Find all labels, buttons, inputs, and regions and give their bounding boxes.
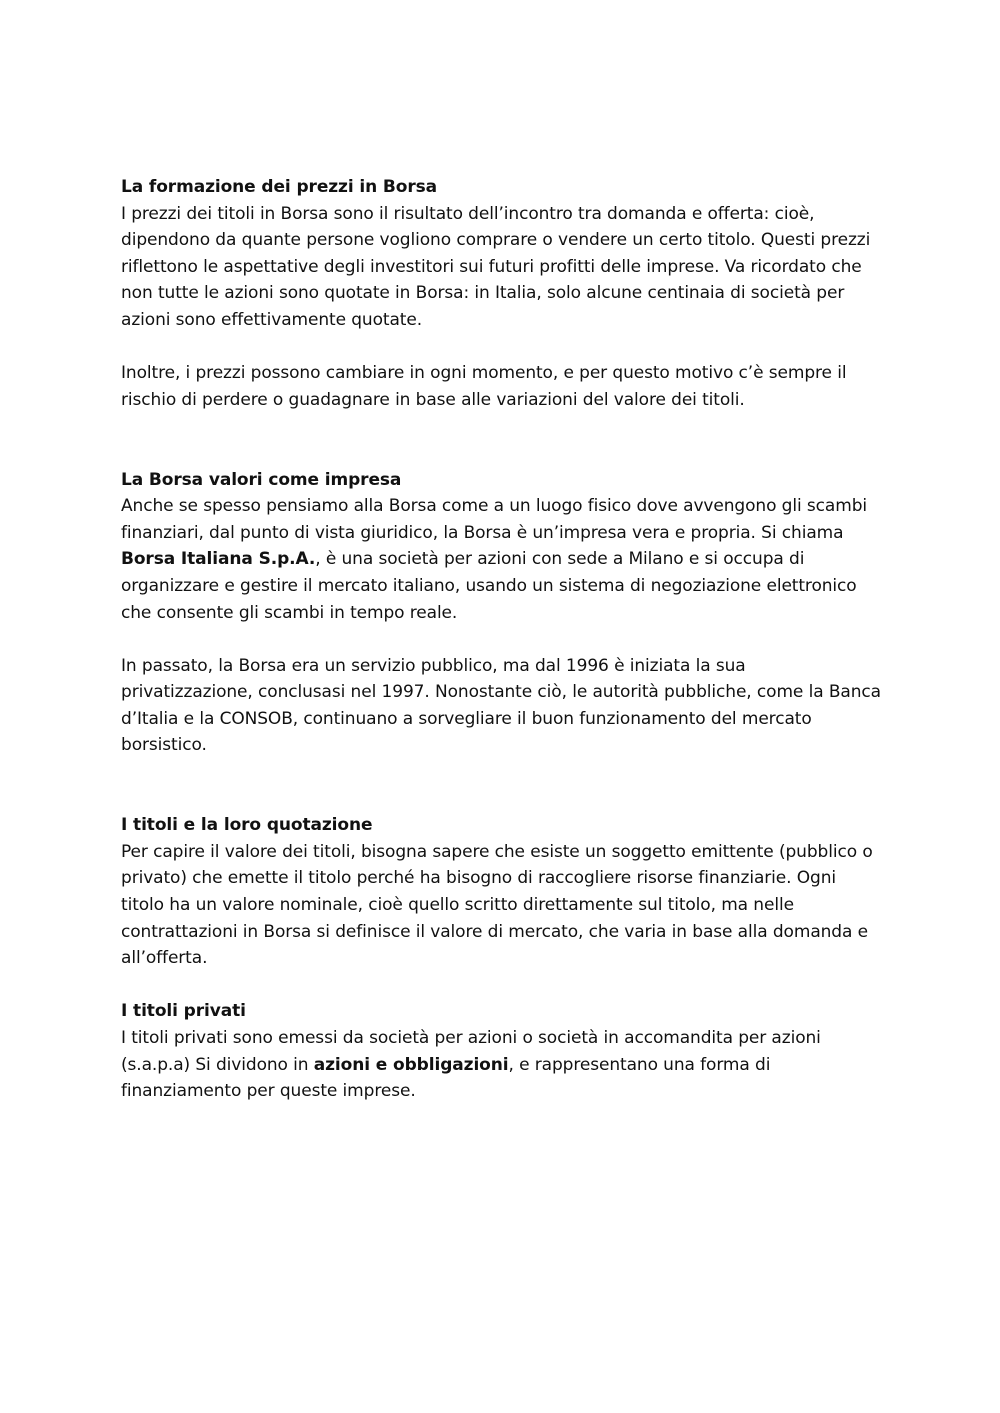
bold-text: azioni e obbligazioni — [313, 1054, 509, 1075]
section-heading: La formazione dei prezzi in Borsa — [121, 177, 438, 197]
section-heading: La Borsa valori come impresa — [121, 469, 402, 490]
paragraph: Per capire il valore dei titoli, bisogna sapere che esiste un soggetto emittente (pubblico o privato) che emette il titolo perché ha bisogno di raccogliere risorse finanziarie. Ogni titolo ha un valore nominale, cioè quello scritto direttamente sul titolo, ma nelle contrattazioni in Borsa si definisce il valore di mercato, che varia in base alla domanda e all’offerta. — [121, 841, 873, 969]
bold-text: Borsa Italiana S.p.A. — [121, 549, 316, 570]
paragraph-text: , e rappresentano una forma di finanziamento per queste imprese. — [121, 1054, 771, 1102]
paragraph-spacer — [121, 334, 881, 361]
section-heading: I titoli e la loro quotazione — [121, 815, 373, 836]
paragraph-text: , è una società per azioni con sede a Milano e si occupa di organizzare e gestire il mercato italiano, usando un sistema di negoziazione elettronico che consente gli scambi in tempo reale. — [121, 549, 857, 623]
section-borsa-impresa — [121, 467, 881, 760]
section-heading: I titoli privati — [121, 1001, 246, 1022]
paragraph-text: I titoli privati sono emessi da società per azioni o società in accomandita per azioni (s.a.p.a) Si dividono in — [121, 1028, 821, 1075]
section-formazione-prezzi — [121, 174, 881, 413]
paragraph: In passato, la Borsa era un servizio pubblico, ma dal 1996 è iniziata la sua privatizzazione, conclusasi nel 1997. Nonostante ciò, le autorità pubbliche, come la Banca d’Italia e la CONSOB, continuano a sorvegliare il buon funzionamento del mercato borsistico. — [121, 655, 881, 756]
section-spacer — [121, 413, 881, 466]
paragraph — [121, 493, 881, 626]
section-titoli-privati — [121, 998, 881, 1104]
paragraph: I prezzi dei titoli in Borsa sono il risultato dell’incontro tra domanda e offerta: cioè, dipendono da quante persone vogliono comprare o vendere un certo titolo. Questi prezzi riflettono le aspettative degli investitori sui futuri profitti delle imprese. Va ricordato che non tutte le azioni sono quotate in Borsa: in Italia, solo alcune centinaia di società per azioni sono effettivamente quotate. — [121, 203, 871, 330]
section-spacer — [121, 759, 881, 812]
document-page — [121, 174, 881, 1105]
paragraph-text: Anche se spesso pensiamo alla Borsa come a un luogo fisico dove avvengono gli scambi finanziari, dal punto di vista giuridico, la Borsa è un’impresa vera e propria. Si chiama — [121, 496, 868, 543]
section-titoli-quotazione — [121, 812, 881, 972]
section-spacer — [121, 972, 881, 999]
paragraph: Inoltre, i prezzi possono cambiare in ogni momento, e per questo motivo c’è sempre il rischio di perdere o guadagnare in base alle variazioni del valore dei titoli. — [121, 363, 847, 410]
paragraph — [121, 1025, 881, 1105]
paragraph-spacer — [121, 626, 881, 653]
